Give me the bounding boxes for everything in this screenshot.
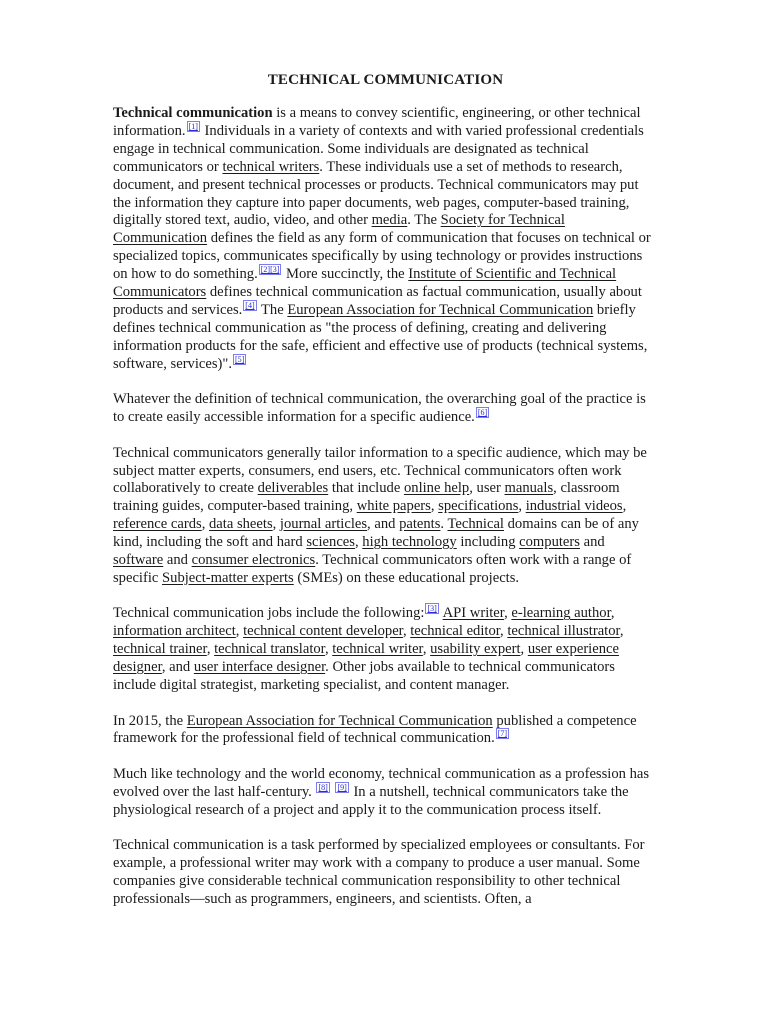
link-technical-trainer[interactable]: technical trainer — [113, 641, 207, 658]
text: , classroom training guides, computer-based training, — [113, 480, 620, 515]
text: Whatever the definition of technical communication, the overarching goal of the practice is to create easily accessible information for a specific audience. — [113, 391, 646, 426]
link-technical-content-developer[interactable]: technical content developer — [243, 623, 403, 640]
link-consumer-electronics[interactable]: consumer electronics — [191, 552, 316, 569]
link-high-technology[interactable]: high technology — [362, 534, 457, 551]
citation-link[interactable]: [4] — [245, 300, 255, 310]
text: defines technical communication as factual communication, usually about products and services. — [113, 284, 642, 318]
text: . — [440, 516, 448, 533]
link-stc[interactable]: Society for Technical Communication — [113, 212, 565, 247]
link-computers[interactable]: computers — [519, 534, 580, 551]
link-tekom[interactable]: European Association for Technical Communication — [287, 301, 594, 318]
paragraph-evolution — [113, 766, 658, 820]
link-deliverables[interactable]: deliverables — [257, 480, 329, 497]
text: Technical communicators generally tailor information to a specific audience, which may be subject matter experts, consumers, end users, etc. Technical communicators often work collaboratively to create — [113, 444, 647, 497]
text: . The — [407, 212, 441, 229]
paragraph-competence — [113, 713, 658, 749]
citation-link[interactable]: [3] — [427, 604, 437, 614]
link-subject-matter-experts[interactable]: Subject-matter experts — [162, 569, 294, 586]
text: . Technical communicators often work with a range of specific — [113, 552, 632, 586]
paragraph-task — [113, 837, 658, 909]
text: , — [500, 623, 508, 640]
link-sciences[interactable]: sciences — [306, 534, 355, 551]
link-istc[interactable]: Institute of Scientific and Technical Communicators — [113, 266, 617, 301]
link-software[interactable]: software — [113, 552, 164, 569]
link-patents[interactable]: patents — [399, 516, 441, 533]
citation-link[interactable]: [1] — [188, 121, 198, 131]
text: published a competence framework for the professional field of technical communication. — [113, 712, 637, 747]
link-specifications[interactable]: specifications — [438, 498, 519, 515]
text: , — [272, 516, 280, 533]
text: Technical communication is a task performed by specialized employees or consultants. For example, a professional writer may work with a company to produce a user manual. Some companies give considerable technical communication responsibility to other technical professionals—such as programmers, engineers, and scientists. Often, a — [113, 837, 645, 907]
text — [331, 784, 335, 800]
link-usability-expert[interactable]: usability expert — [430, 641, 521, 658]
text: , — [402, 623, 411, 640]
text: In a nutshell, technical communicators take the physiological research of a project and apply it to the communication process itself. — [113, 783, 629, 818]
text: Technical communication jobs include the following: — [113, 605, 425, 622]
link-media[interactable]: media — [371, 212, 408, 229]
text: is a means to convey scientific, engineering, or other technical information. — [113, 105, 641, 139]
link-data-sheets[interactable]: data sheets — [209, 516, 273, 533]
text: , and — [367, 516, 400, 533]
link-user-interface-designer[interactable]: user interface designer — [193, 659, 326, 676]
text: , — [206, 641, 215, 658]
text: . These individuals use a set of methods to research, document, and present technical processes or products. Technical communicators may put the information they capture into paper documents, web pages, computer-based training, digitally stored text, audio, video, and other — [113, 158, 639, 229]
paragraph-audience — [113, 445, 658, 588]
text: and — [579, 534, 605, 551]
link-technical-illustrator[interactable]: technical illustrator — [507, 623, 620, 640]
text: Individuals in a variety of contexts and with varied professional credentials engage in technical communication. Some individuals are designated as technical communicators or — [113, 122, 644, 175]
text: , and — [161, 659, 194, 676]
link-e-learning-author[interactable]: e-learning author — [511, 605, 611, 622]
text: , — [622, 498, 627, 515]
text: More succinctly, the — [282, 266, 409, 283]
citation-link[interactable]: [9] — [337, 782, 347, 792]
paragraph-jobs — [113, 605, 658, 695]
text: Much like technology and the world economy, technical communication as a profession has evolved over the last half-century. — [113, 765, 650, 800]
text: and — [163, 552, 192, 569]
link-technical-writers[interactable]: technical writers — [222, 158, 320, 175]
link-manuals[interactable]: manuals — [504, 480, 554, 497]
text: , — [324, 641, 333, 658]
text: domains can be of any kind, including the soft and hard — [113, 516, 639, 551]
text: . Other jobs available to technical communicators include digital strategist, marketing specialist, and content manager. — [113, 659, 615, 694]
link-technical-writer[interactable]: technical writer — [332, 641, 423, 658]
text: , — [354, 534, 363, 551]
paragraph-intro — [113, 105, 658, 374]
citation-link[interactable]: [2][3] — [260, 265, 280, 275]
link-online-help[interactable]: online help — [403, 480, 470, 497]
link-technical-translator[interactable]: technical translator — [214, 641, 325, 658]
link-tekom-2015[interactable]: European Association for Technical Communication — [186, 712, 493, 729]
bold-term: Technical communication — [113, 105, 273, 121]
link-technical-editor[interactable]: technical editor — [410, 623, 501, 640]
text: , — [504, 605, 512, 622]
text: defines the field as any form of communication that focuses on technical or specialized topics, communicates specifically by using technology or provides instructions on how to do something. — [113, 230, 651, 283]
text: , — [201, 516, 209, 533]
link-industrial-videos[interactable]: industrial videos — [525, 498, 623, 515]
document-title: TECHNICAL COMMUNICATION — [267, 72, 504, 88]
text: The — [257, 301, 288, 318]
text: that include — [328, 480, 404, 497]
text: , — [610, 605, 615, 622]
citation-link[interactable]: [8] — [318, 782, 328, 792]
text: , user — [469, 480, 505, 497]
link-technical[interactable]: Technical — [447, 516, 504, 533]
text: , — [619, 623, 624, 640]
text: briefly defines technical communication as "the process of defining, creating and delivering information products for the safe, efficient and effective use of products (technical systems, software, services)". — [113, 301, 648, 372]
link-api-writer[interactable]: API writer — [442, 605, 505, 622]
text: , — [430, 498, 439, 515]
citation-link[interactable]: [7] — [497, 729, 508, 739]
link-reference-cards[interactable]: reference cards — [113, 516, 202, 533]
citation-link[interactable]: [6] — [477, 408, 488, 418]
text: , — [235, 623, 244, 640]
link-journal-articles[interactable]: journal articles — [279, 516, 368, 533]
citation-link[interactable]: [5] — [235, 354, 245, 364]
link-user-experience-designer[interactable]: user experience designer — [113, 641, 619, 676]
text: , — [520, 641, 528, 658]
link-information-architect[interactable]: information architect — [113, 623, 236, 640]
text: , — [422, 641, 431, 658]
link-white-papers[interactable]: white papers — [356, 498, 431, 515]
text: including — [456, 534, 520, 551]
text: , — [518, 498, 526, 515]
text: (SMEs) on these educational projects. — [293, 569, 520, 586]
text: In 2015, the — [113, 712, 187, 729]
paragraph-goal — [113, 391, 658, 427]
